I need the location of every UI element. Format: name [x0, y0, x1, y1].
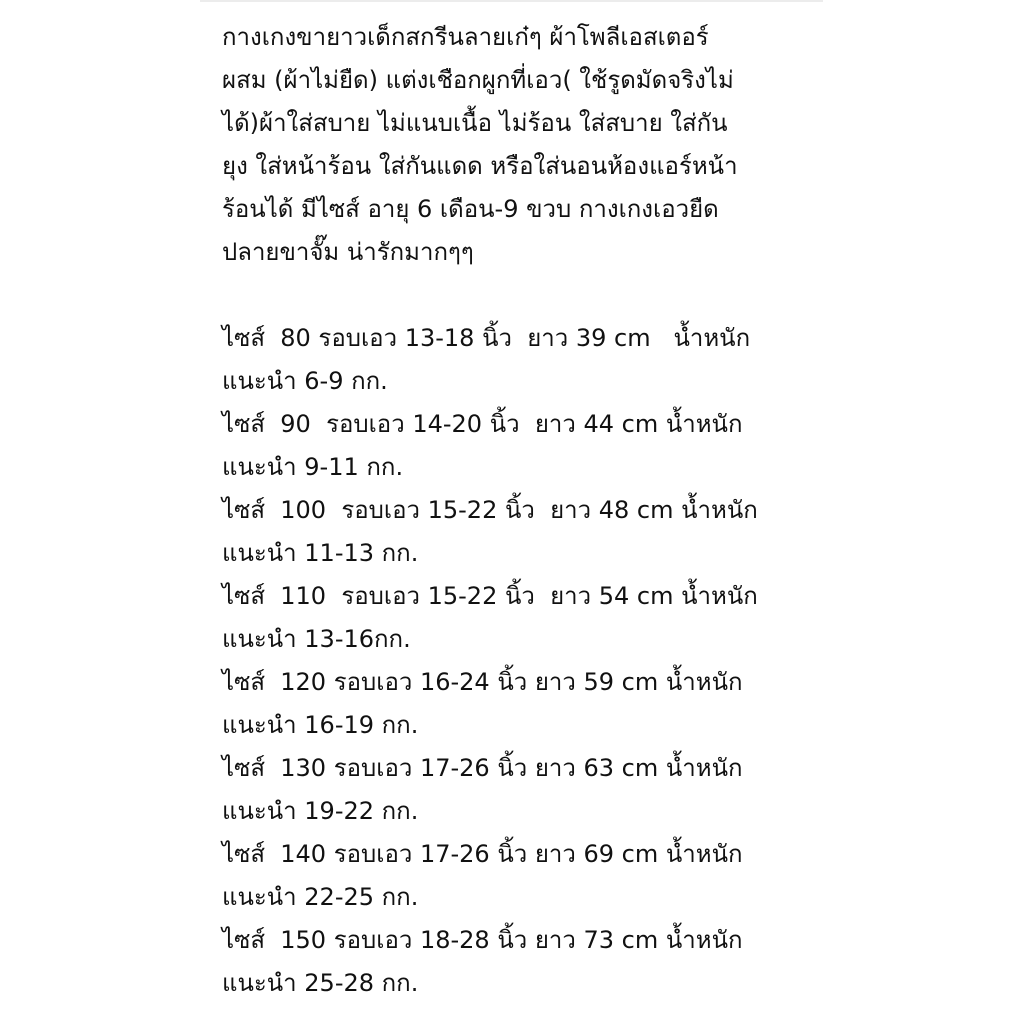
top-divider	[200, 0, 823, 2]
size-row-line: ไซส์ 100 รอบเอว 15-22 นิ้ว ยาว 48 cm น้ำหนัก	[222, 496, 758, 524]
size-row-line: ไซส์ 150 รอบเอว 18-28 นิ้ว ยาว 73 cm น้ำหนัก	[222, 926, 743, 954]
size-row-line: แนะนำ 13-16กก.	[222, 625, 411, 653]
description-line: ผสม (ผ้าไม่ยืด) แต่งเชือกผูกที่เอว( ใช้รูดมัดจริงไม่	[222, 66, 734, 94]
product-description	[222, 16, 1012, 1005]
description-line: ได้)ผ้าใส่สบาย ไม่แนบเนื้อ ไม่ร้อน ใส่สบาย ใส่กัน	[222, 109, 728, 137]
description-line: กางเกงขายาวเด็กสกรีนลายเก๋ๆ ผ้าโพลีเอสเตอร์	[222, 23, 709, 51]
size-row-line: ไซส์ 110 รอบเอว 15-22 นิ้ว ยาว 54 cm น้ำหนัก	[222, 582, 758, 610]
size-row-line: แนะนำ 25-28 กก.	[222, 969, 419, 997]
size-row-line: แนะนำ 9-11 กก.	[222, 453, 404, 481]
size-row-line: แนะนำ 22-25 กก.	[222, 883, 419, 911]
description-line: ยุง ใส่หน้าร้อน ใส่กันแดด หรือใส่นอนห้องแอร์หน้า	[222, 152, 738, 180]
description-line: ปลายขาจั๊ม น่ารักมากๆๆ	[222, 238, 474, 266]
size-row-line: ไซส์ 130 รอบเอว 17-26 นิ้ว ยาว 63 cm น้ำหนัก	[222, 754, 743, 782]
size-row-line: ไซส์ 90 รอบเอว 14-20 นิ้ว ยาว 44 cm น้ำหนัก	[222, 410, 743, 438]
size-row-line: ไซส์ 140 รอบเอว 17-26 นิ้ว ยาว 69 cm น้ำหนัก	[222, 840, 743, 868]
size-row-line: แนะนำ 16-19 กก.	[222, 711, 419, 739]
description-line: ร้อนได้ มีไซส์ อายุ 6 เดือน-9 ขวบ กางเกงเอวยืด	[222, 195, 719, 223]
size-row-line: แนะนำ 19-22 กก.	[222, 797, 419, 825]
size-row-line: ไซส์ 120 รอบเอว 16-24 นิ้ว ยาว 59 cm น้ำหนัก	[222, 668, 743, 696]
size-row-line: ไซส์ 80 รอบเอว 13-18 นิ้ว ยาว 39 cm น้ำหนัก	[222, 324, 751, 352]
paragraph-spacer	[222, 274, 1012, 317]
size-row-line: แนะนำ 11-13 กก.	[222, 539, 419, 567]
size-row-line: แนะนำ 6-9 กก.	[222, 367, 388, 395]
size-chart	[222, 317, 1012, 1005]
